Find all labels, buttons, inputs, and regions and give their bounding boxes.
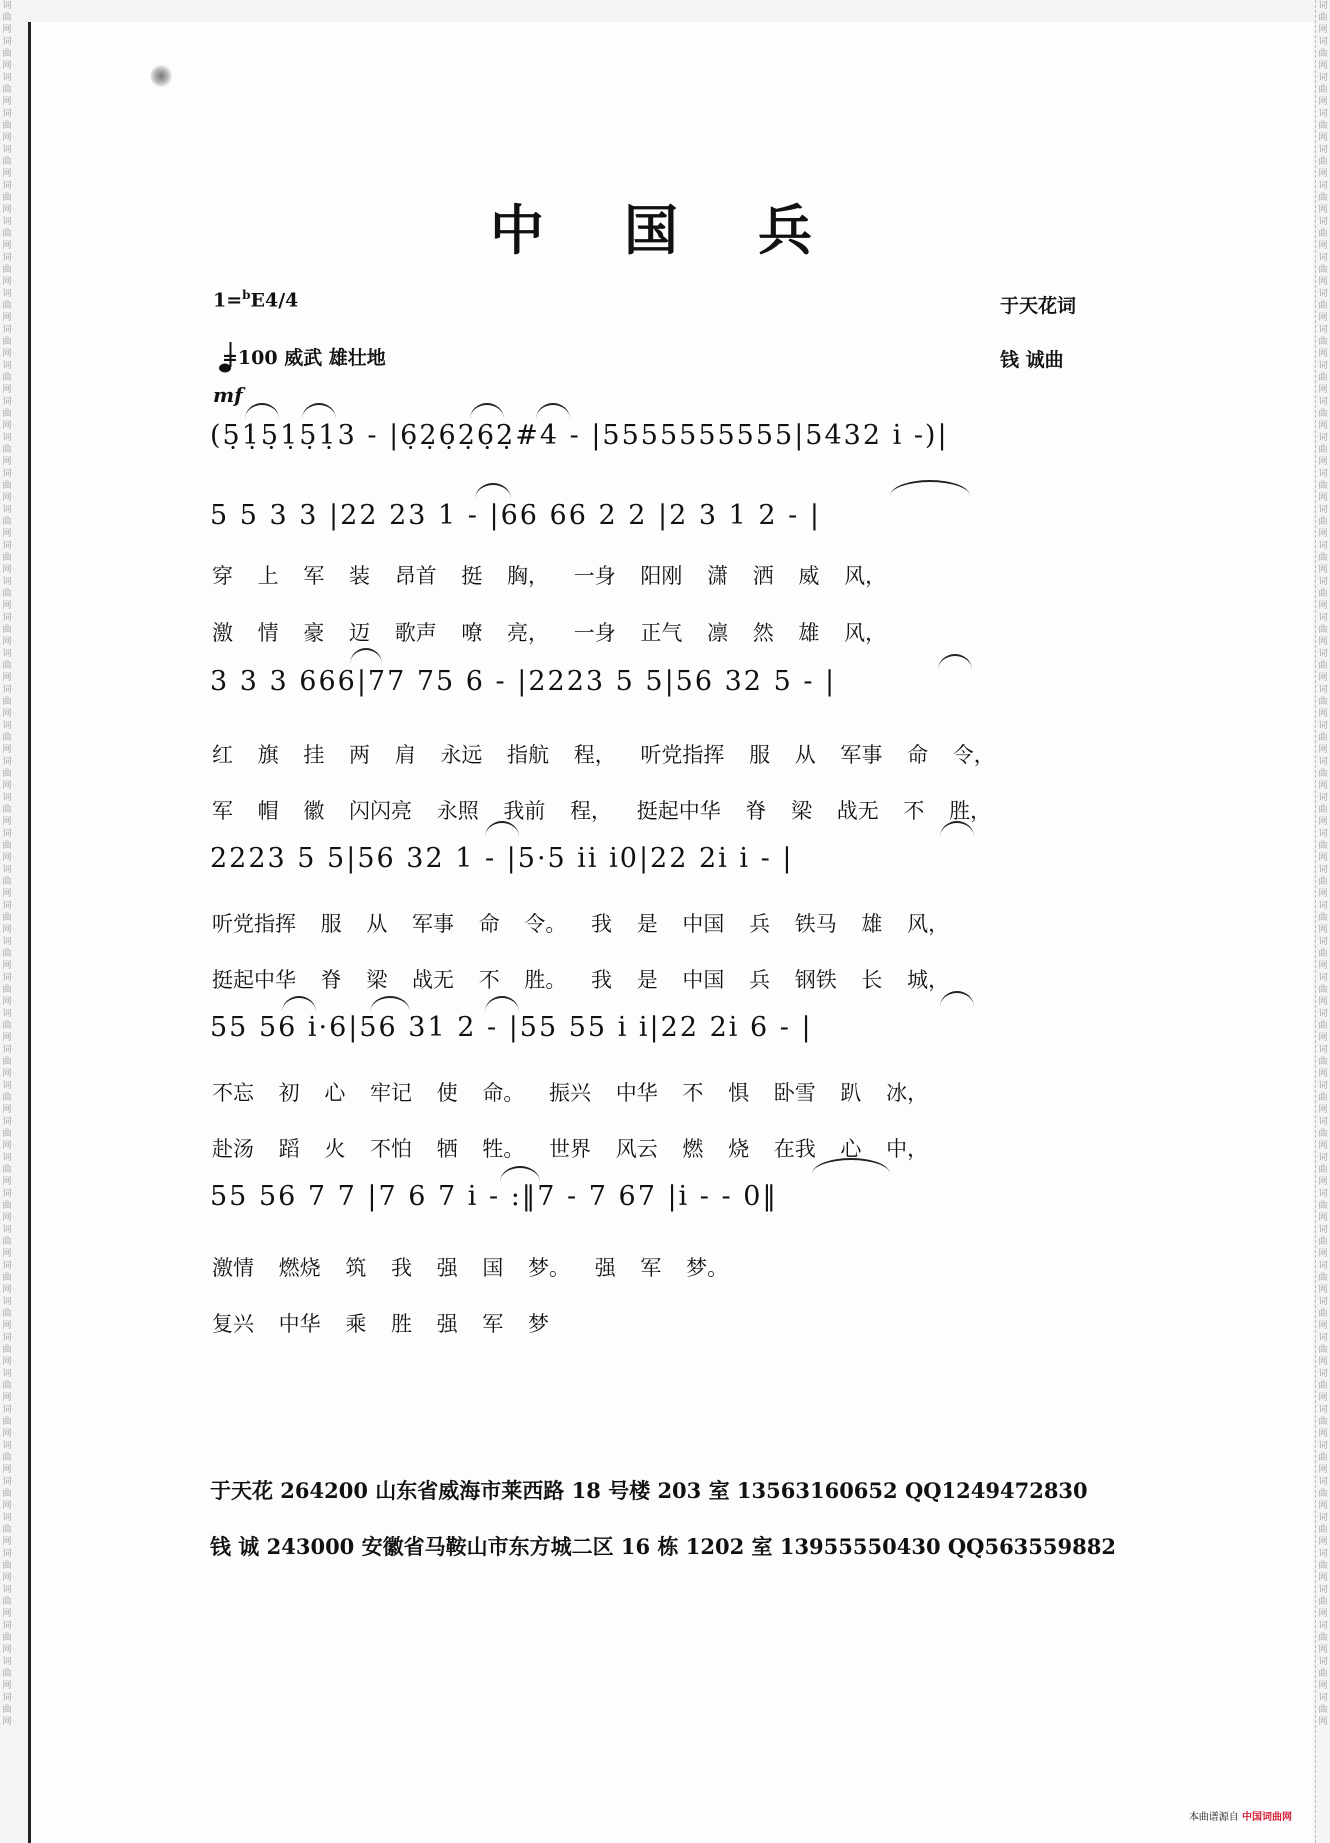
lyric-verse1-line1: 穿 上 军 装 昂首 挺 胸， 一身 阳刚 潇 洒 威 风， — [212, 564, 887, 588]
score-line-2: 5 5 3 3 |22 23 1 - |66 66 2 2 |2 3 1 2 - | — [210, 500, 821, 531]
composer-contact: 钱 诚 243000 安徽省马鞍山市东方城二区 16 栋 1202 室 13955550430 QQ563559882 — [210, 1534, 1116, 1559]
lyric-verse2-line2: 军 帽 徽 闪闪亮 永照 我前 程， 挺起中华 脊 梁 战无 不 胜， — [212, 799, 992, 823]
right-watermark-strip: 词曲网词曲网词曲网词曲网词曲网词曲网词曲网词曲网词曲网词曲网词曲网词曲网词曲网词曲网词曲网词曲网词曲网词曲网词曲网词曲网词曲网词曲网词曲网词曲网词曲网词曲网词曲网词曲网词曲网词曲网词曲网词曲网词曲网词曲网词曲网词曲网词曲网词曲网词曲网词曲网词曲网词曲网词曲网词曲网词曲网词曲网词曲网词曲网 — [1315, 0, 1330, 1843]
source-brand: 中国词曲网 — [1242, 1812, 1292, 1823]
score-line-1: (5̣1̣5̣1̣5̣1̣3 - |6̣2̣6̣2̣6̣2̣#4 - |5555555555|5432 i -)| — [210, 420, 949, 451]
score-line-3: 3 3 3 666|77 75 6 - |2223 5 5|56 32 5 - | — [210, 666, 837, 697]
lyricist-contact: 于天花 264200 山东省威海市莱西路 18 号楼 203 室 13563160652 QQ1249472830 — [210, 1478, 1088, 1503]
composer-credit: 钱 诚曲 — [1000, 349, 1064, 371]
left-watermark-strip: 词曲网词曲网词曲网词曲网词曲网词曲网词曲网词曲网词曲网词曲网词曲网词曲网词曲网词曲网词曲网词曲网词曲网词曲网词曲网词曲网词曲网词曲网词曲网词曲网词曲网词曲网词曲网词曲网词曲网词曲网词曲网词曲网词曲网词曲网词曲网词曲网词曲网词曲网词曲网词曲网词曲网词曲网词曲网词曲网词曲网词曲网词曲网词曲网 — [2, 1, 12, 1727]
lyric-verse2-line1: 激 情 豪 迈 歌声 嘹 亮， 一身 正气 凛 然 雄 风， — [212, 621, 887, 645]
lyricist-credit: 于天花词 — [1000, 295, 1077, 317]
score-line-5: 55 56 i·6|56 31 2 - |55 55 i i|22 2i 6 - | — [210, 1012, 813, 1043]
lyric-verse1-line3: 听党指挥 服 从 军事 命 令。 我 是 中国 兵 铁马 雄 风， — [212, 912, 950, 936]
key-signature: 1=$^b$E4/4 — [213, 288, 299, 312]
tempo-marking: =100 威武 雄壮地 — [222, 347, 386, 369]
lyric-verse1-line4: 不忘 初 心 牢记 使 命。 振兴 中华 不 惧 卧雪 趴 冰， — [212, 1081, 929, 1105]
score-line-6: 55 56 7 7 |7 6 7 i - :‖7 - 7 67 |i - - 0‖ — [210, 1181, 778, 1212]
song-title: 中国兵 — [490, 199, 892, 262]
lyric-verse2-line4: 赴汤 蹈 火 不怕 牺 牲。 世界 风云 燃 烧 在我 心 中， — [212, 1137, 929, 1161]
score-line-4: 2223 5 5|56 32 1 - |5·5 ii i0|22 2i i - | — [210, 843, 794, 874]
scan-smudge — [150, 65, 172, 87]
source-footer: 本曲谱源自 中国词曲网 — [1188, 1812, 1292, 1823]
lyric-verse1-line2: 红 旗 挂 两 肩 永远 指航 程， 听党指挥 服 从 军事 命 令， — [212, 743, 995, 767]
lyric-verse2-line3: 挺起中华 脊 梁 战无 不 胜。 我 是 中国 兵 钢铁 长 城， — [212, 968, 950, 992]
flat-sign: b — [242, 288, 251, 302]
lyric-verse1-line5: 激情 燃烧 筑 我 强 国 梦。 强 军 梦。 — [212, 1256, 729, 1280]
dynamic-marking: mf — [213, 383, 243, 407]
lyric-verse2-line5: 复兴 中华 乘 胜 强 军 梦 — [212, 1312, 550, 1336]
